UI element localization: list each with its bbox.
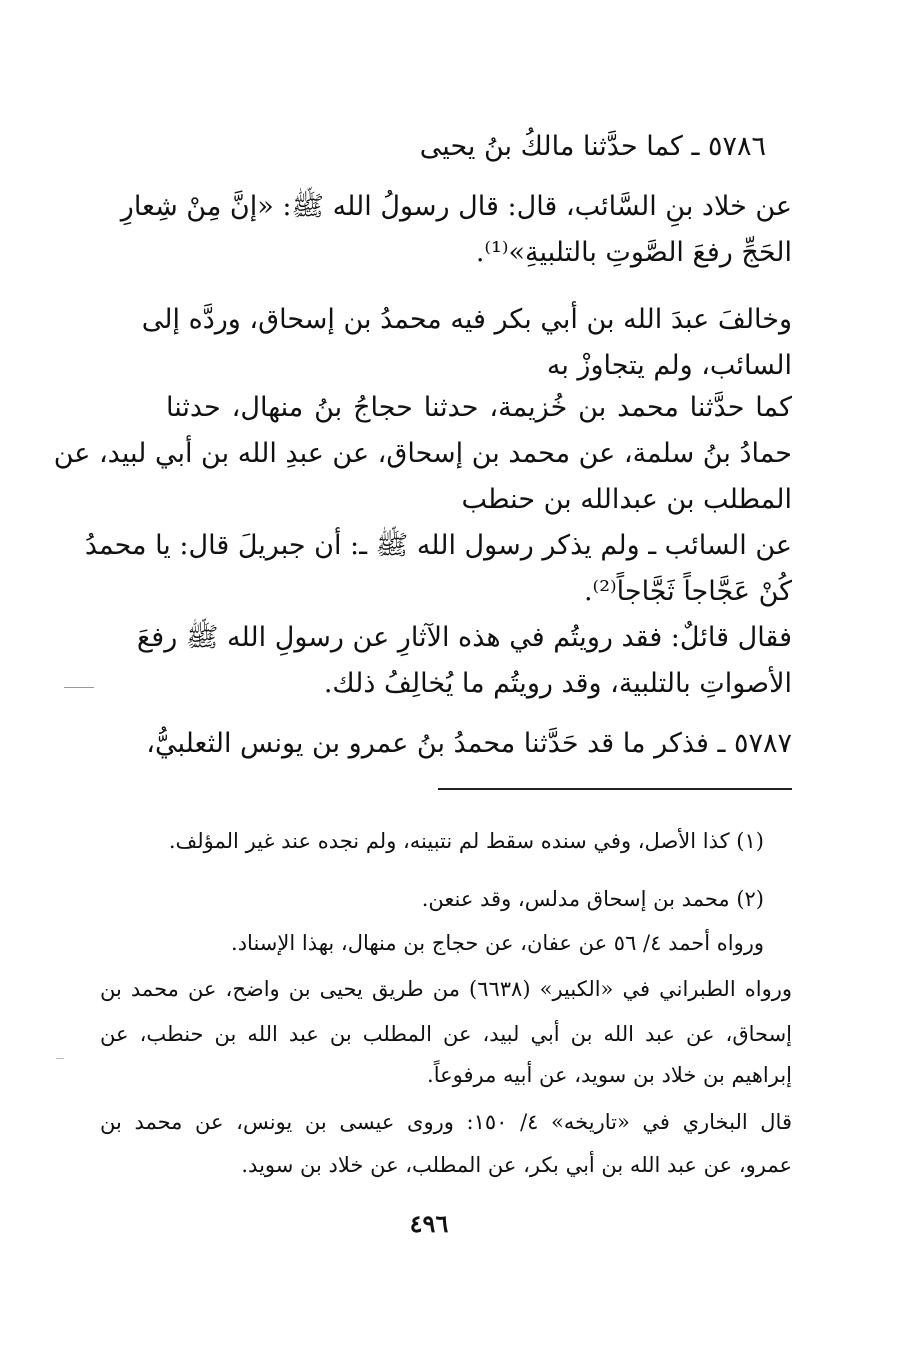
text-line: فقال قائلٌ: فقد رويتُم في هذه الآثارِ عن رسولِ الله ﷺ رفعَ (136, 622, 792, 653)
hadith-heading-5786: ٥٧٨٦ ـ كما حدَّثنا مالكُ بنُ يحيى (419, 131, 766, 162)
margin-mark (64, 687, 94, 688)
footnote-line: ورواه الطبراني في «الكبير» (٦٦٣٨) من طريق يحيى بن واضح، عن محمد بن (100, 977, 792, 1001)
text-line: وخالفَ عبدَ الله بن أبي بكر فيه محمدُ بن إسحاق، وردَّه إلى (141, 304, 792, 335)
text-line: الحَجِّ رفعَ الصَّوتِ بالتلبيةِ»⁽¹⁾. (475, 237, 792, 268)
footnote-line: قال البخاري في «تاريخه» ٤/ ١٥٠: وروى عيسى بن يونس، عن محمد بن (100, 1110, 792, 1134)
text-line: كُنْ عَجَّاجاً ثَجَّاجاً⁽²⁾. (583, 576, 792, 607)
hadith-heading-5787: ٥٧٨٧ ـ فذكر ما قد حَدَّثنا محمدُ بنُ عمرو بن يونس الثعلبيُّ، (146, 728, 792, 759)
page-number: ٤٩٦ (409, 1209, 449, 1238)
text-line: حمادُ بنُ سلمة، عن محمد بن إسحاق، عن عبدِ الله بن أبي لبيد، عن (53, 438, 792, 469)
text-line: الأصواتِ بالتلبية، وقد رويتُم ما يُخالِفُ ذلك. (323, 668, 792, 699)
footnote-line: إسحاق، عن عبد الله بن أبي لبيد، عن المطلب بن عبد الله بن حنطب، عن (100, 1022, 792, 1046)
footnote-separator (438, 788, 792, 790)
footnote-line: ورواه أحمد ٤/ ٥٦ عن عفان، عن حجاج بن منهال، بهذا الإسناد. (231, 931, 764, 955)
footnote-line: عمرو، عن عبد الله بن أبي بكر، عن المطلب، عن خلاد بن سويد. (241, 1153, 792, 1177)
footnote-line: إبراهيم بن خلاد بن سويد، عن أبيه مرفوعاً. (427, 1063, 792, 1087)
text-line: عن السائب ـ ولم يذكر رسول الله ﷺ ـ: أن جبريلَ قال: يا محمدُ (84, 530, 792, 561)
footnote-1: (١) كذا الأصل، وفي سنده سقط لم نتبينه، ولم نجده عند غير المؤلف. (168, 829, 764, 853)
margin-mark (56, 1058, 64, 1059)
text-line: المطلب بن عبدالله بن حنطب (461, 484, 792, 515)
text-line: كما حدَّثنا محمد بن خُزيمة، حدثنا حجاجُ بنُ منهال، حدثنا (166, 392, 792, 423)
footnote-2: (٢) محمد بن إسحاق مدلس، وقد عنعن. (421, 887, 764, 911)
text-line: عن خلاد بنِ السَّائب، قال: قال رسولُ الله ﷺ: «إنَّ مِنْ شِعارِ (120, 191, 792, 222)
text-line: السائب، ولم يتجاوزْ به (546, 350, 792, 381)
